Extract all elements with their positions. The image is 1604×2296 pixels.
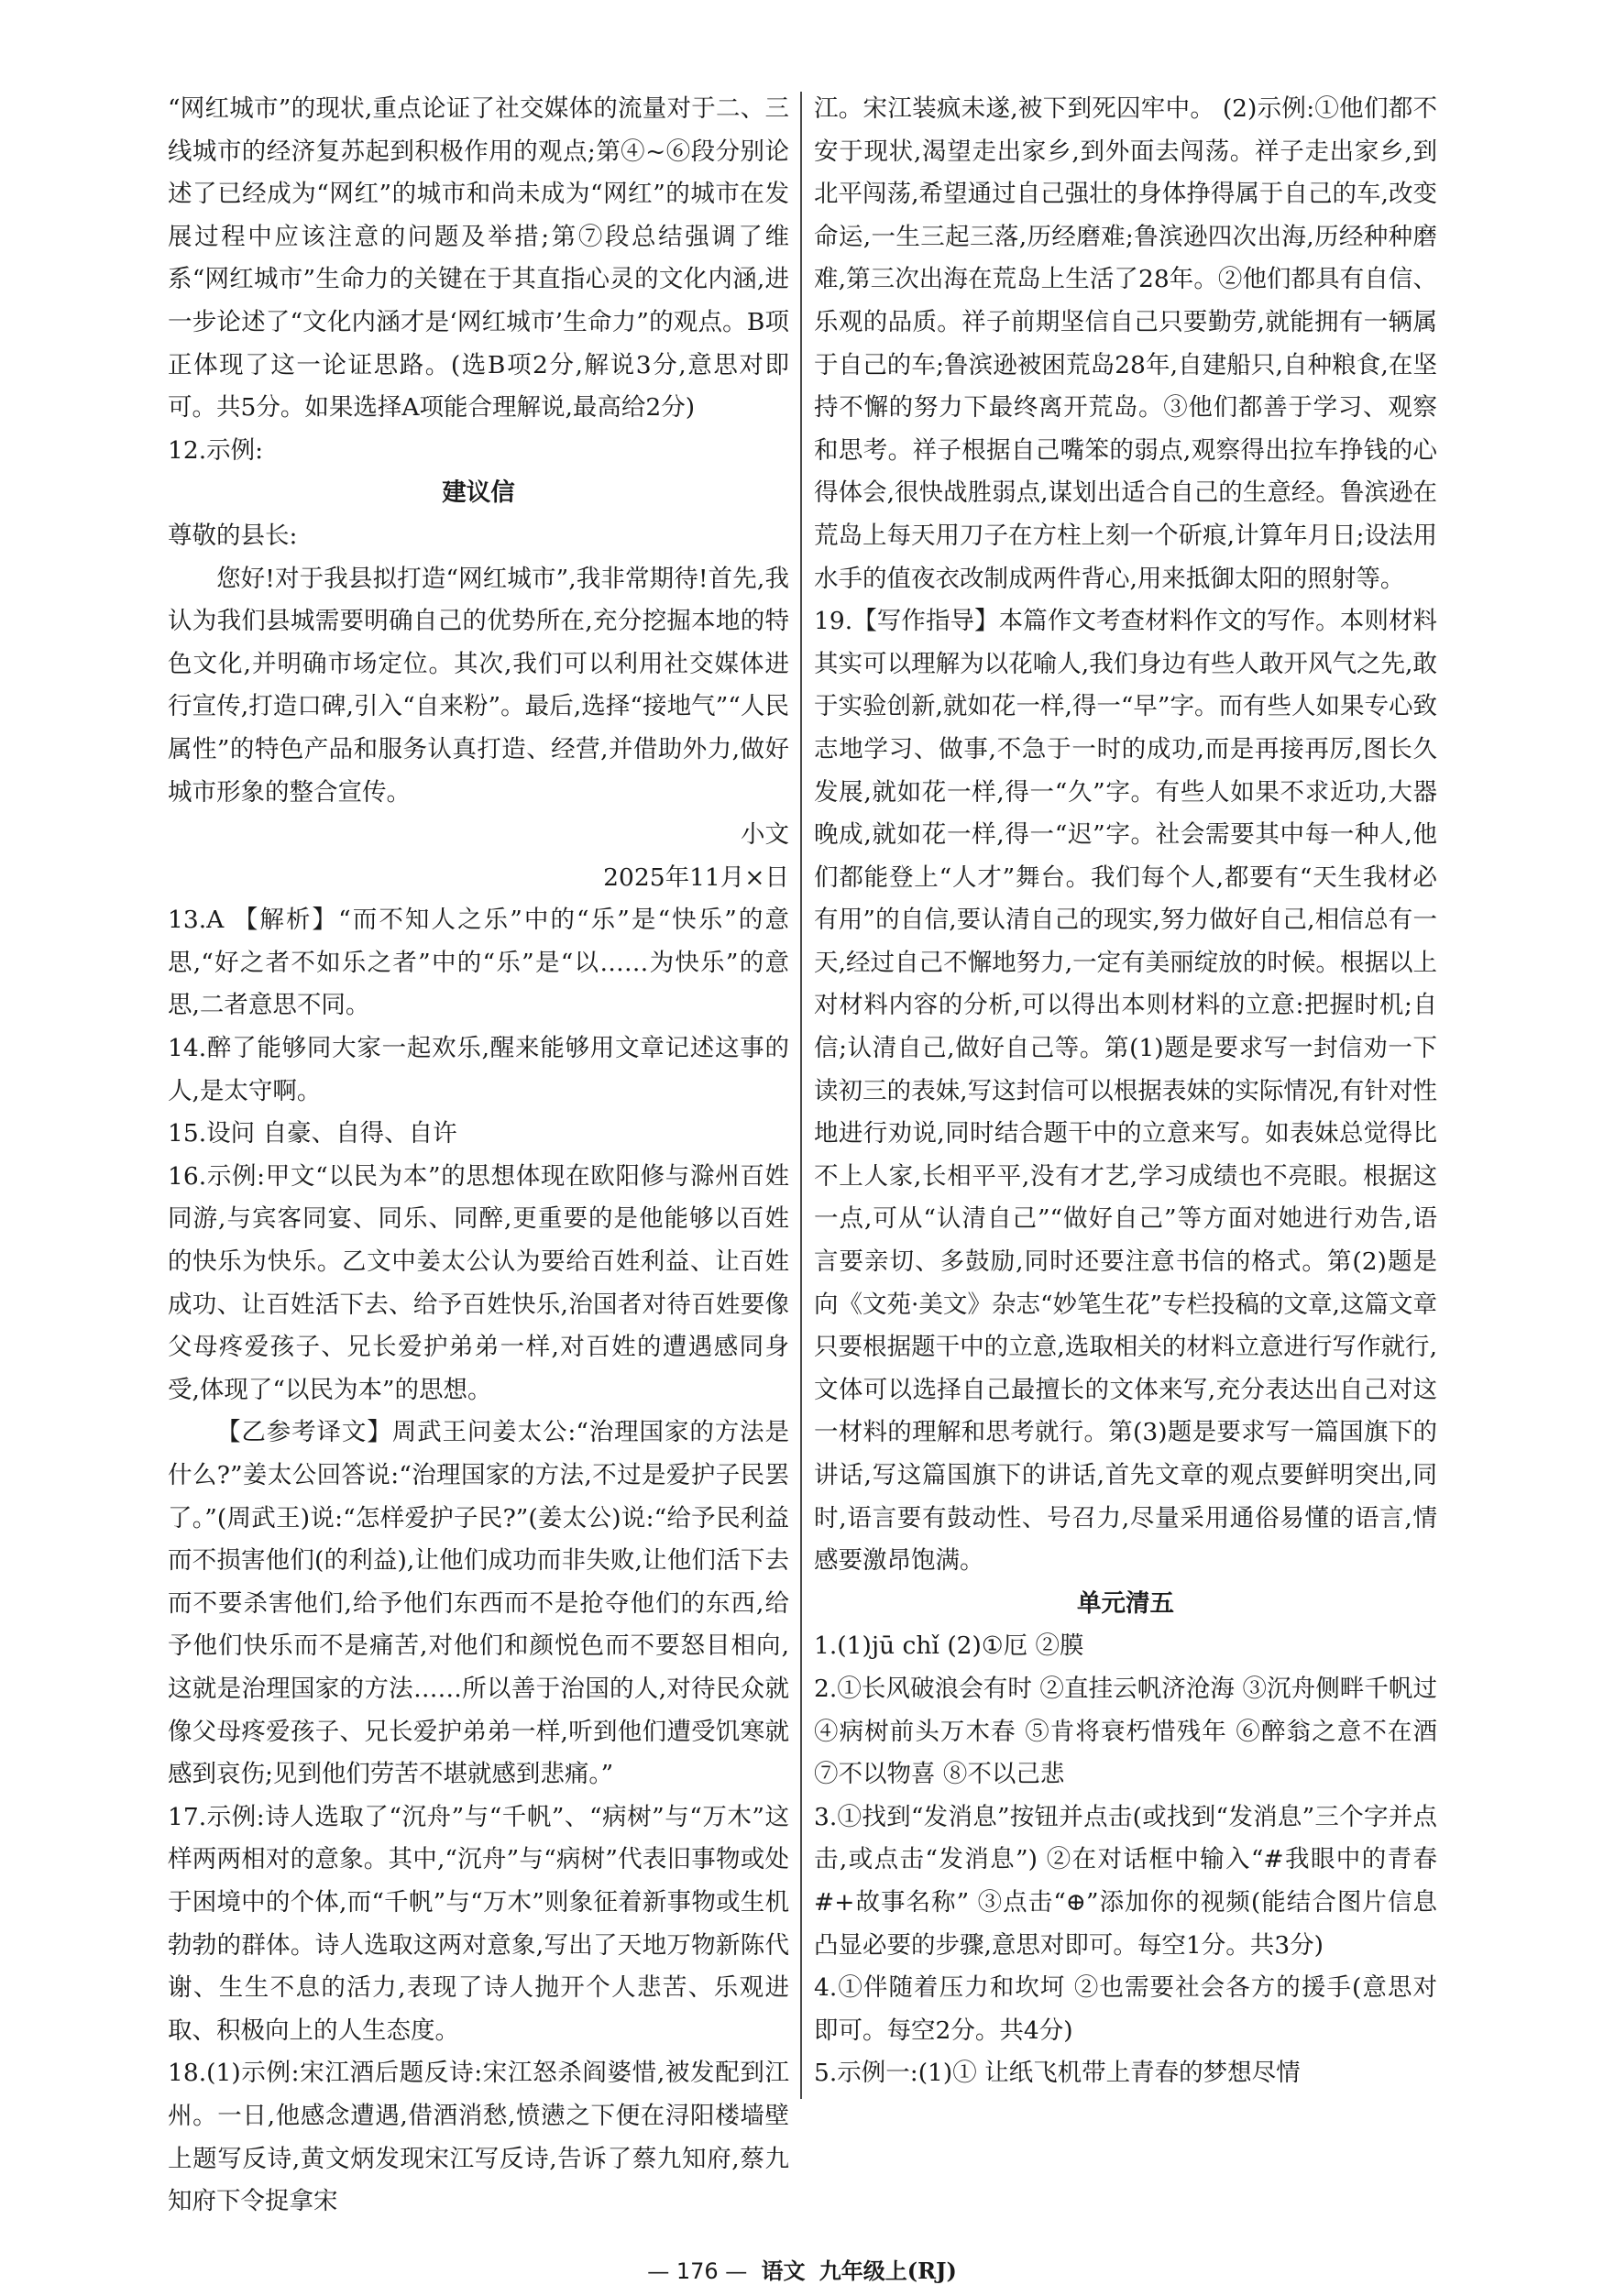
left-paragraph: 您好!对于我县拟打造“网红城市”,我非常期待!首先,我认为我们县城需要明确自己的优势所在,充分挖掘本地的特色文化,并明确市场定位。其次,我们可以利用社交媒体进行宣传,打造口碑,引入“自来粉”。最后,选择“接地气”“人民属性”的特色产品和服务认真打造、经营,并借助外力,做好城市形象的整合宣传。: [168, 564, 789, 807]
left-column: [168, 88, 789, 2224]
left-paragraph: 建议信: [442, 478, 515, 508]
left-paragraph: 12.示例:: [168, 435, 264, 465]
left-paragraph: 2025年11月×日: [603, 862, 789, 892]
grade-label: 九年级上(RJ): [818, 2258, 957, 2284]
left-paragraph: 小文: [741, 820, 789, 850]
page-footer: — 176 — 语文 九年级上(RJ): [647, 2258, 957, 2284]
right-paragraph: 5.示例一:(1)① 让纸飞机带上青春的梦想尽情: [814, 2059, 1301, 2088]
left-paragraph: 13.A 【解析】“而不知人之乐”中的“乐”是“快乐”的意思,“好之者不如乐之者”中的“乐”是“以……为快乐”的意思,二者意思不同。: [168, 906, 789, 1020]
right-paragraph: 单元清五: [1077, 1588, 1174, 1618]
right-paragraph: 2.①长风破浪会有时 ②直挂云帆济沧海 ③沉舟侧畔千帆过 ④病树前头万木春 ⑤肯将衰朽惜残年 ⑥醉翁之意不在酒 ⑦不以物喜 ⑧不以己悲: [814, 1674, 1437, 1789]
subject-label: 语文: [761, 2258, 806, 2284]
column-divider: [800, 92, 802, 2099]
left-paragraph: 16.示例:甲文“以民为本”的思想体现在欧阳修与滁州百姓同游,与宾客同宴、同乐、同醉,更重要的是他能够以百姓的快乐为快乐。乙文中姜太公认为要给百姓利益、让百姓成功、让百姓活下去、给予百姓快乐,治国者对待百姓要像父母疼爱孩子、兄长爱护弟弟一样,对百姓的遭遇感同身受,体现了“以民为本”的思想。: [168, 1161, 789, 1404]
left-paragraph: 18.(1)示例:宋江酒后题反诗:宋江怒杀阎婆惜,被发配到江州。一日,他感念遭遇,借酒消愁,愤懑之下便在浔阳楼墙壁上题写反诗,黄文炳发现宋江写反诗,告诉了蔡九知府,蔡九知府下令捉拿宋: [168, 2059, 789, 2216]
right-column: [814, 88, 1437, 2095]
right-paragraph: 江。宋江装疯未遂,被下到死囚牢中。 (2)示例:①他们都不安于现状,渴望走出家乡,到外面去闯荡。祥子走出家乡,到北平闯荡,希望通过自己强壮的身体挣得属于自己的车,改变命运,一生三起三落,历经磨难;鲁滨逊四次出海,历经种种磨难,第三次出海在荒岛上生活了28年。②他们都具有自信、乐观的品质。祥子前期坚信自己只要勤劳,就能拥有一辆属于自己的车;鲁滨逊被困荒岛28年,自建船只,自种粮食,在坚持不懈的努力下最终离开荒岛。③他们都善于学习、观察和思考。祥子根据自己嘴笨的弱点,观察得出拉车挣钱的心得体会,很快战胜弱点,谋划出适合自己的生意经。鲁滨逊在荒岛上每天用刀子在方柱上刻一个斫痕,计算年月日;设法用水手的值夜衣改制成两件背心,用来抵御太阳的照射等。: [814, 94, 1437, 593]
left-paragraph: 14.醉了能够同大家一起欢乐,醒来能够用文章记述这事的人,是太守啊。: [168, 1034, 789, 1105]
left-paragraph: 尊敬的县长:: [168, 521, 298, 550]
right-paragraph: 3.①找到“发消息”按钮并点击(或找到“发消息”三个字并点击,或点击“发消息”) ②在对话框中输入“#我眼中的青春#+故事名称” ③点击“⊕”添加你的视频(能结合图片信息凸显必要的步骤,意思对即可。每空1分。共3分): [814, 1802, 1437, 1960]
left-paragraph: 17.示例:诗人选取了“沉舟”与“千帆”、“病树”与“万木”这样两两相对的意象。其中,“沉舟”与“病树”代表旧事物或处于困境中的个体,而“千帆”与“万木”则象征着新事物或生机勃勃的群体。诗人选取这两对意象,写出了天地万物新陈代谢、生生不息的活力,表现了诗人抛开个人悲苦、乐观进取、积极向上的人生态度。: [168, 1802, 789, 2045]
left-paragraph: 15.设问 自豪、自得、自许: [168, 1119, 457, 1148]
right-paragraph: 4.①伴随着压力和坎坷 ②也需要社会各方的援手(意思对即可。每空2分。共4分): [814, 1973, 1437, 2045]
left-paragraph: 【乙参考译文】周武王问姜太公:“治理国家的方法是什么?”姜太公回答说:“治理国家的方法,不过是爱护子民罢了。”(周武王)说:“怎样爱护子民?”(姜太公)说:“给予民利益而不损害他们(的利益),让他们成功而非失败,让他们活下去而不要杀害他们,给予他们东西而不是抢夺他们的东西,给予他们快乐而不是痛苦,对他们和颜悦色而不要怒目相向,这就是治理国家的方法……所以善于治国的人,对待民众就像父母疼爱孩子、兄长爱护弟弟一样,听到他们遭受饥寒就感到哀伤;见到他们劳苦不堪就感到悲痛。”: [168, 1418, 789, 1789]
right-paragraph: 19.【写作指导】本篇作文考查材料作文的写作。本则材料其实可以理解为以花喻人,我们身边有些人敢开风气之先,敢于实验创新,就如花一样,得一“早”字。而有些人如果专心致志地学习、做事,不急于一时的成功,而是再接再厉,图长久发展,就如花一样,得一“久”字。有些人如果不求近功,大器晚成,就如花一样,得一“迟”字。社会需要其中每一种人,他们都能登上“人才”舞台。我们每个人,都要有“天生我材必有用”的自信,要认清自己的现实,努力做好自己,相信总有一天,经过自己不懈地努力,一定有美丽绽放的时候。根据以上对材料内容的分析,可以得出本则材料的立意:把握时机;自信;认清自己,做好自己等。第(1)题是要求写一封信劝一下读初三的表妹,写这封信可以根据表妹的实际情况,有针对性地进行劝说,同时结合题干中的立意来写。如表妹总觉得比不上人家,长相平平,没有才艺,学习成绩也不亮眼。根据这一点,可从“认清自己”“做好自己”等方面对她进行劝告,语言要亲切、多鼓励,同时还要注意书信的格式。第(2)题是向《文苑·美文》杂志“妙笔生花”专栏投稿的文章,这篇文章只要根据题干中的立意,选取相关的材料立意进行写作就行,文体可以选择自己最擅长的文体来写,充分表达出自己对这一材料的理解和思考就行。第(3)题是要求写一篇国旗下的讲话,写这篇国旗下的讲话,首先文章的观点要鲜明突出,同时,语言要有鼓动性、号召力,尽量采用通俗易懂的语言,情感要激昂饱满。: [814, 607, 1437, 1576]
right-paragraph: 1.(1)jū chǐ (2)①厄 ②膜: [814, 1631, 1084, 1661]
left-paragraph: “网红城市”的现状,重点论证了社交媒体的流量对于二、三线城市的经济复苏起到积极作用的观点;第④~⑥段分别论述了已经成为“网红”的城市和尚未成为“网红”的城市在发展过程中应该注意的问题及举措;第⑦段总结强调了维系“网红城市”生命力的关键在于其直指心灵的文化内涵,进一步论述了“文化内涵才是‘网红城市’生命力”的观点。B项正体现了这一论证思路。(选B项2分,解说3分,意思对即可。共5分。如果选择A项能合理解说,最高给2分): [168, 94, 789, 423]
page-number: 176: [676, 2258, 719, 2284]
